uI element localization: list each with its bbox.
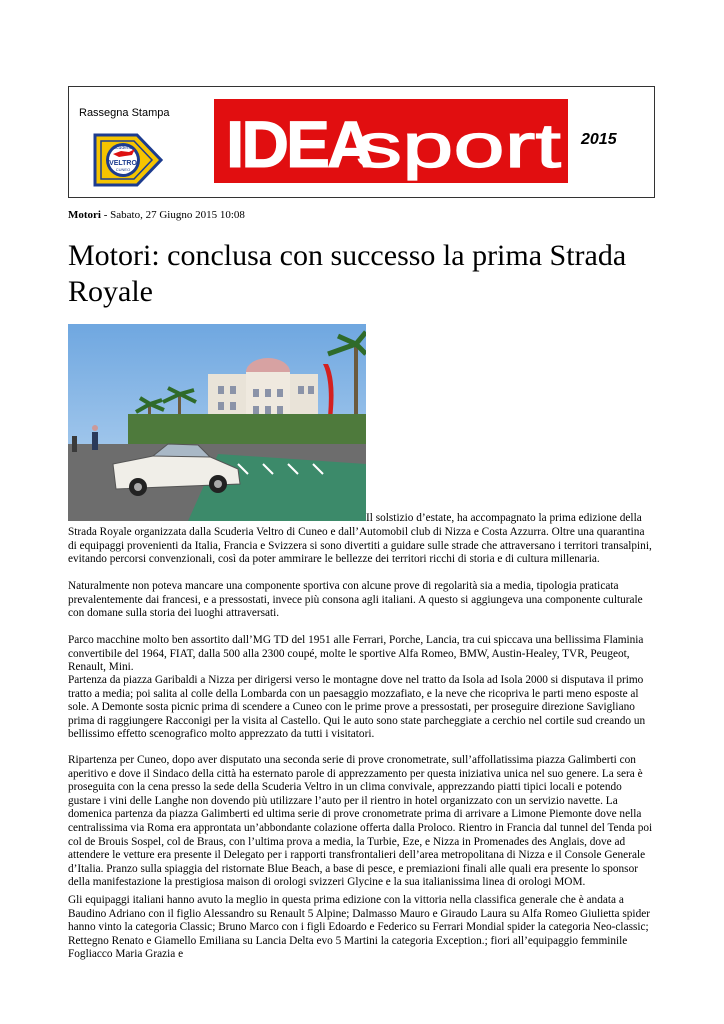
year-label: 2015: [581, 131, 617, 148]
paragraph-6: Gli equipaggi italiani hanno avuto la meglio in questa prima edizione con la vittoria nella classifica generale che è andata a Baudino Adriano con il figlio Alessandro su Renault 5 Alpine; Dalmasso Mauro e Giraudo Laura su Alfa Romeo Giulietta spider hanno vinto la categoria Classic; Bruno Marco con i figli Edoardo e Federico su Ferrari Mondial spider la categoria Neo-classic; Rettegno Renato e Giamello Emiliana su Lancia Delta evo 5 Martini la categoria Exception.; fiori all’equipaggio femminile Fogliacco Maria Grazia e: [68, 894, 650, 961]
badge-text-main: VELTRO: [109, 160, 137, 167]
lead-first-line: Il solstizio d’estate, ha accompagnato la prima edizione della: [366, 512, 642, 524]
rassegna-stampa-label: Rassegna Stampa: [79, 107, 170, 119]
paragraph-4: Partenza da piazza Garibaldi a Nizza per dirigersi verso le montagne dove nel tratto da Isola ad Isola 2000 si disputava il primo tratto a media; poi salita al colle della Lombarda con un paesaggio mozzafiato, e la neve che ricopriva le parti meno esposte al sole. A Demonte sosta picnic prima di scendere a Cuneo con le prime prove a pressostati, per proseguire direzione Savigliano prima di raggiungere Racconigi per la visita al Castello. Qui le auto sono state parcheggiate a cerchio nel cortile sud creando un bellissimo effetto scenografico molto apprezzato da tutti i visitatori.: [68, 674, 646, 741]
paragraph-5: Ripartenza per Cuneo, dopo aver disputato una seconda serie di prove cronometrate, sull’affollatissima piazza Galimberti con aperitivo e dove il Sindaco della città ha esternato parole di apprezzamento per questa iniziativa unica nel suo genere. La sera è proseguita con la cena presso la sede della Scuderia Veltro in un clima convivale, apprezzando piatti tipici locali e potendo gustare i vini delle Langhe non dovendo più utilizzare l’auto per il rientro in hotel organizzato con un servizio navette. La domenica partenza da piazza Galimberti ed ultima serie di prove cronometrate prima di arrivare a Limone Piemonte dove nella centralissima via Roma era approntata un’abbondante colazione offerta dalla Proloco. Rientro in Francia dal tunnel del Tenda poi col de Brouis Sospel, col de Braus, con l’ultima prova a media, la Turbie, Eze, e Nizza in Promenades des Anglais, dove ad attendere le vetture era presente il Delegato per i rapporti transfrontalieri dell’area metropolitana di Nizza e il Console Generale d’Italia. Pranzo sulla spiaggia del ristornate Blue Beach, a base di pesce, e premiazioni finali alle quali era presente lo sponsor della manifestazione la prestigiosa maison di orologi svizzeri Glycine e la sua italianissima linea di orologi MOM.: [68, 754, 653, 889]
ideasport-logo: [214, 99, 568, 183]
scuderia-veltro-badge-icon: [91, 127, 163, 193]
category-label: Motori: [68, 209, 101, 221]
logo-idea-text: IDEA: [226, 107, 372, 181]
paragraph-3: Parco macchine molto ben assortito dall’MG TD del 1951 alle Ferrari, Porche, Lancia, tra cui spiccava una bellissima Flaminia convertibile del 1964, FIAT, dalla 500 alla 2300 coupé, molte le sportive Alfa Romeo, BMW, Austin-Healey, TVR, Peugeot, Renault, Mini.: [68, 634, 644, 674]
article-meta: [68, 209, 245, 221]
paragraph-2: Naturalmente non poteva mancare una componente sportiva con alcune prove di regolarità sia a media, tipologia praticata prevalentemente dai francesi, e a pressostati, invece più consona agli italiani. A questo si aggiungeva una componente culturale con domane sulla storia dei luoghi attraversati.: [68, 580, 643, 620]
article-photo: [68, 324, 366, 521]
badge-text-bottom: CUNEO: [115, 167, 131, 172]
date-label: Sabato, 27 Giugno 2015 10:08: [110, 209, 245, 221]
article-title: Motori: conclusa con successo la prima Strada Royale: [68, 239, 627, 308]
lead-paragraph: Strada Royale organizzata dalla Scuderia Veltro di Cuneo e dall’Automobil club di Nizza e Costa Azzurra. Oltre una quarantina di equipaggi provenienti da Italia, Francia e Svizzera si sono divertiti a guidare sulle strade che attraversano i territori transalpini, evitando percorsi convenzionali, così da poter ammirare le bellezze dei territori ricchi di storia e di cultura millenaria.: [68, 526, 652, 566]
press-header-box: [68, 86, 655, 198]
badge-text-top: scuderia: [113, 145, 133, 151]
meta-separator: -: [100, 209, 111, 221]
logo-sport-text: sport: [356, 112, 561, 181]
